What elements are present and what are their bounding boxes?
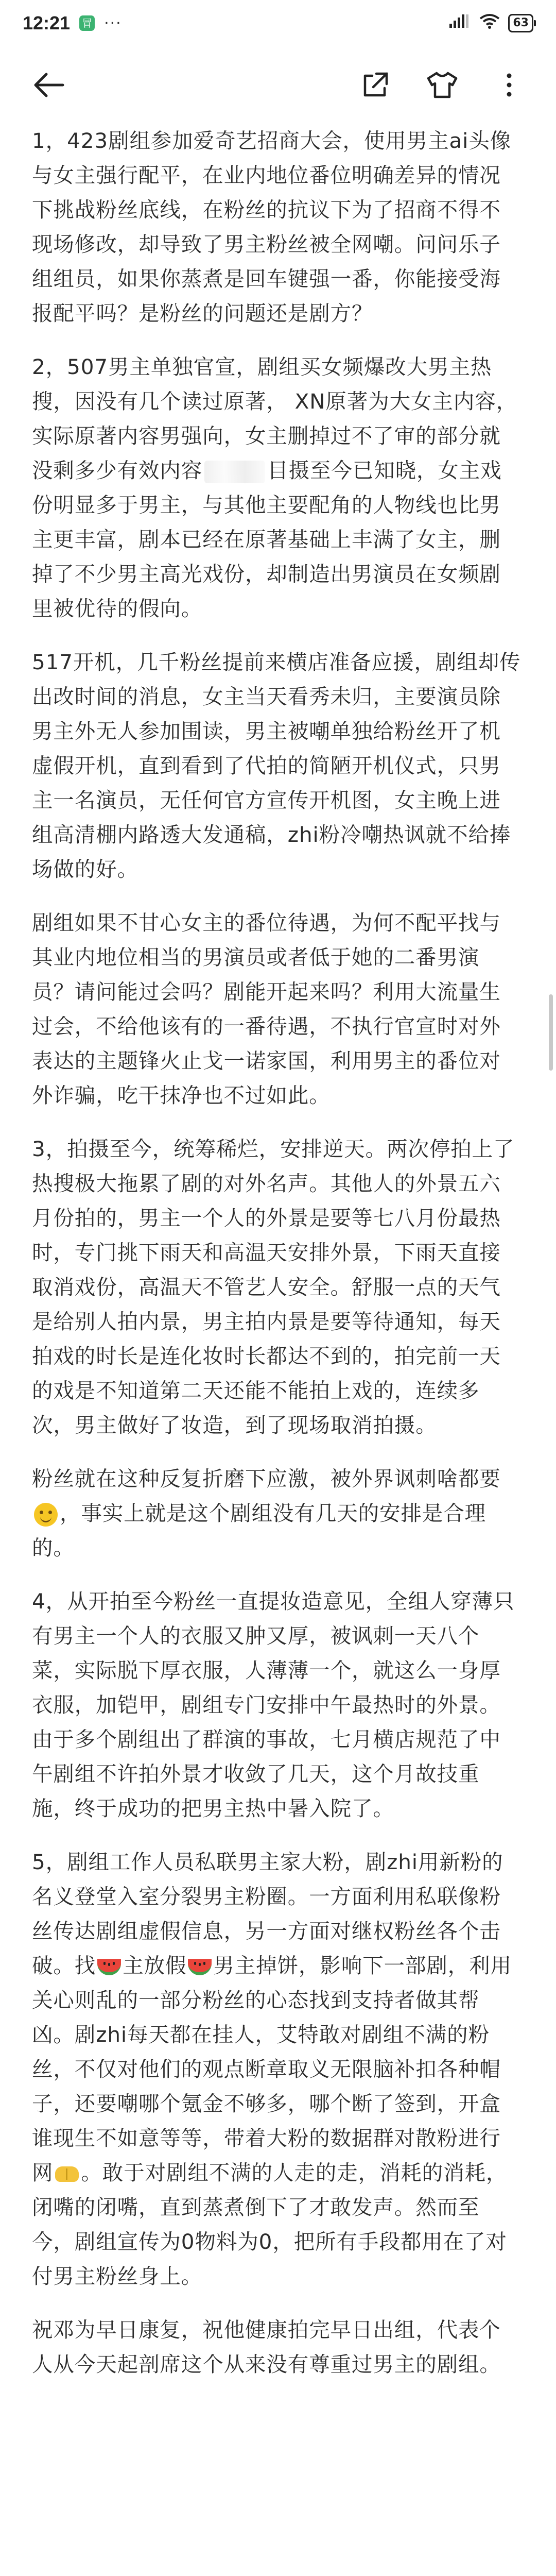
article-body xyxy=(32,124,522,2401)
toolbar-actions xyxy=(357,67,527,103)
paragraph-8 xyxy=(32,1845,522,2294)
paragraph-4: 剧组如果不甘心女主的番位待遇，为何不配平找与其业内地位相当的男演员或者低于她的二番男演员？请问能过会吗？剧能开起来吗？利用大流量生过会，不给他该有的一番待遇，不执行官宣时对外表达的主题锋火止戈一诺家国，利用男主的番位对外诈骗，吃干抹净也不过如此。 xyxy=(32,910,501,1108)
paragraph-1: 1，423剧组参加爱奇艺招商大会，使用男主ai头像与女主强行配平，在业内地位番位明确差异的情况下挑战粉丝底线，在粉丝的抗议下为了招商不得不现场修改，却导致了男主粉丝被全网嘲。问问乐子组组员，如果你蒸煮是回车键强一番，你能接受海报配平吗？是粉丝的问题还是剧方？ xyxy=(32,128,512,326)
wifi-icon xyxy=(479,13,500,33)
paragraph-8-text-a: 5，剧组工作人员私联男主家大粉，剧zhi用新粉的名义登堂入室分裂男主粉圈。一方面利用私联像粉丝传达剧组虚假信息，另一方面对继权粉丝各个击破。找 xyxy=(32,1850,503,1978)
back-button[interactable] xyxy=(31,67,67,103)
more-notifications-icon: ··· xyxy=(104,14,122,32)
outfit-button[interactable] xyxy=(424,67,460,103)
paragraph-3: 517开机，几千粉丝提前来横店准备应援，剧组却传出改时间的消息，女主当天看秀未归，主要演员除男主外无人参加围读，男主被嘲单独给粉丝开了机虚假开机，直到看到了代拍的简陋开机仪式，只男主一名演员，无任何官方宣传开机图，女主晚上进组高清棚内路透大发通稿，zhi粉冷嘲热讽就不给捧场做的好。 xyxy=(32,650,521,882)
paragraph-6-text-b: ，事实上就是这个剧组没有几天的安排是合理的。 xyxy=(32,1501,486,1560)
share-icon xyxy=(361,71,390,99)
status-right xyxy=(448,13,533,33)
signal-icon xyxy=(448,13,471,33)
back-arrow-icon xyxy=(33,72,65,98)
paragraph-6-text-a: 粉丝就在这种反复折磨下应激，被外界讽刺啥都要 xyxy=(32,1466,501,1491)
paragraph-2-text-b: 目摄至今已知晓，女主戏份明显多于男主，与其他主要配角的人物线也比男主更丰富，剧本已经在原著基础上丰满了女主，删掉了不少男主高光戏份，却制造出男演员在女频剧里被优待的假向。 xyxy=(32,458,502,621)
smile-emoji-icon xyxy=(34,1503,58,1527)
hands-emoji-icon xyxy=(55,2166,79,2182)
paragraph-7: 4，从开拍至今粉丝一直提妆造意见，全组人穿薄只有男主一个人的衣服又肿又厚，被讽刺一天八个菜，实际脱下厚衣服，人薄薄一个，就这么一身厚衣服，加铠甲，剧组专门安排中午最热时的外景。由于多个剧组出了群演的事故，七月横店规范了中午剧组不许拍外景才收敛了几天，这个月故技重施，终于成功的把男主热中暑入院了。 xyxy=(32,1589,515,1821)
paragraph-8-text-d: 。敢于对剧组不满的人走的走，消耗的消耗，闭嘴的闭嘴，直到蒸煮倒下了才敢发声。然而至今，剧组宣传为0物料为0，把所有手段都用在了对付男主粉丝身上。 xyxy=(32,2160,508,2289)
paragraph-2-text-a: 2，507男主单独官宣，剧组买女频爆改大男主热搜，因没有几个读过原著， XN原著为大女主内容，实际原著内容男强向，女主删掉过不了审的部分就没剩多少有效内容 xyxy=(32,354,518,483)
share-button[interactable] xyxy=(357,67,393,103)
blurred-text xyxy=(204,461,265,483)
battery-icon: 63 xyxy=(508,14,533,32)
top-toolbar xyxy=(0,46,556,124)
paragraph-8-text-b: 主放假 xyxy=(123,1953,187,1978)
more-vertical-icon xyxy=(504,71,514,99)
paragraph-8-text-c: 男主掉饼，影响下一部剧，利用关心则乱的一部分粉丝的心态找到支持者做其帮凶。剧zhi每天都在挂人，艾特敢对剧组不满的粉丝，不仅对他们的观点断章取义无限脑补扣各种帽子，还要嘲哪个氪金不够多，哪个断了签到，开盒谁现生不如意等等，带着大粉的数据群对散粉进行网 xyxy=(32,1953,512,2185)
paragraph-2 xyxy=(32,350,522,626)
scrollbar-thumb[interactable] xyxy=(549,994,553,1071)
status-left xyxy=(23,12,122,34)
tshirt-icon xyxy=(426,71,458,99)
watermelon-emoji-icon xyxy=(97,1959,121,1975)
watermelon-emoji-icon xyxy=(188,1959,212,1975)
status-time: 12:21 xyxy=(23,12,71,33)
paragraph-9: 祝邓为早日康复，祝他健康拍完早日出组，代表个人从今天起剖席这个从来没有尊重过男主的剧组。 xyxy=(32,2317,501,2377)
paragraph-5: 3，拍摄至今，统筹稀烂，安排逆天。两次停拍上了热搜极大拖累了剧的对外名声。其他人的外景五六月份拍的，男主一个人的外景是要等七八月份最热时，专门挑下雨天和高温天安排外景，下雨天直接取消戏份，高温天不管艺人安全。舒服一点的天气是给别人拍内景，男主拍内景是要等待通知，每天拍戏的时长是连化妆时长都达不到的，拍完前一天的戏是不知道第二天还能不能拍上戏的，连续多次，男主做好了妆造，到了现场取消拍摄。 xyxy=(32,1137,515,1437)
app-notification-icon: 冒 xyxy=(79,15,95,31)
paragraph-6 xyxy=(32,1462,522,1565)
status-bar xyxy=(0,0,556,46)
more-button[interactable] xyxy=(491,67,527,103)
